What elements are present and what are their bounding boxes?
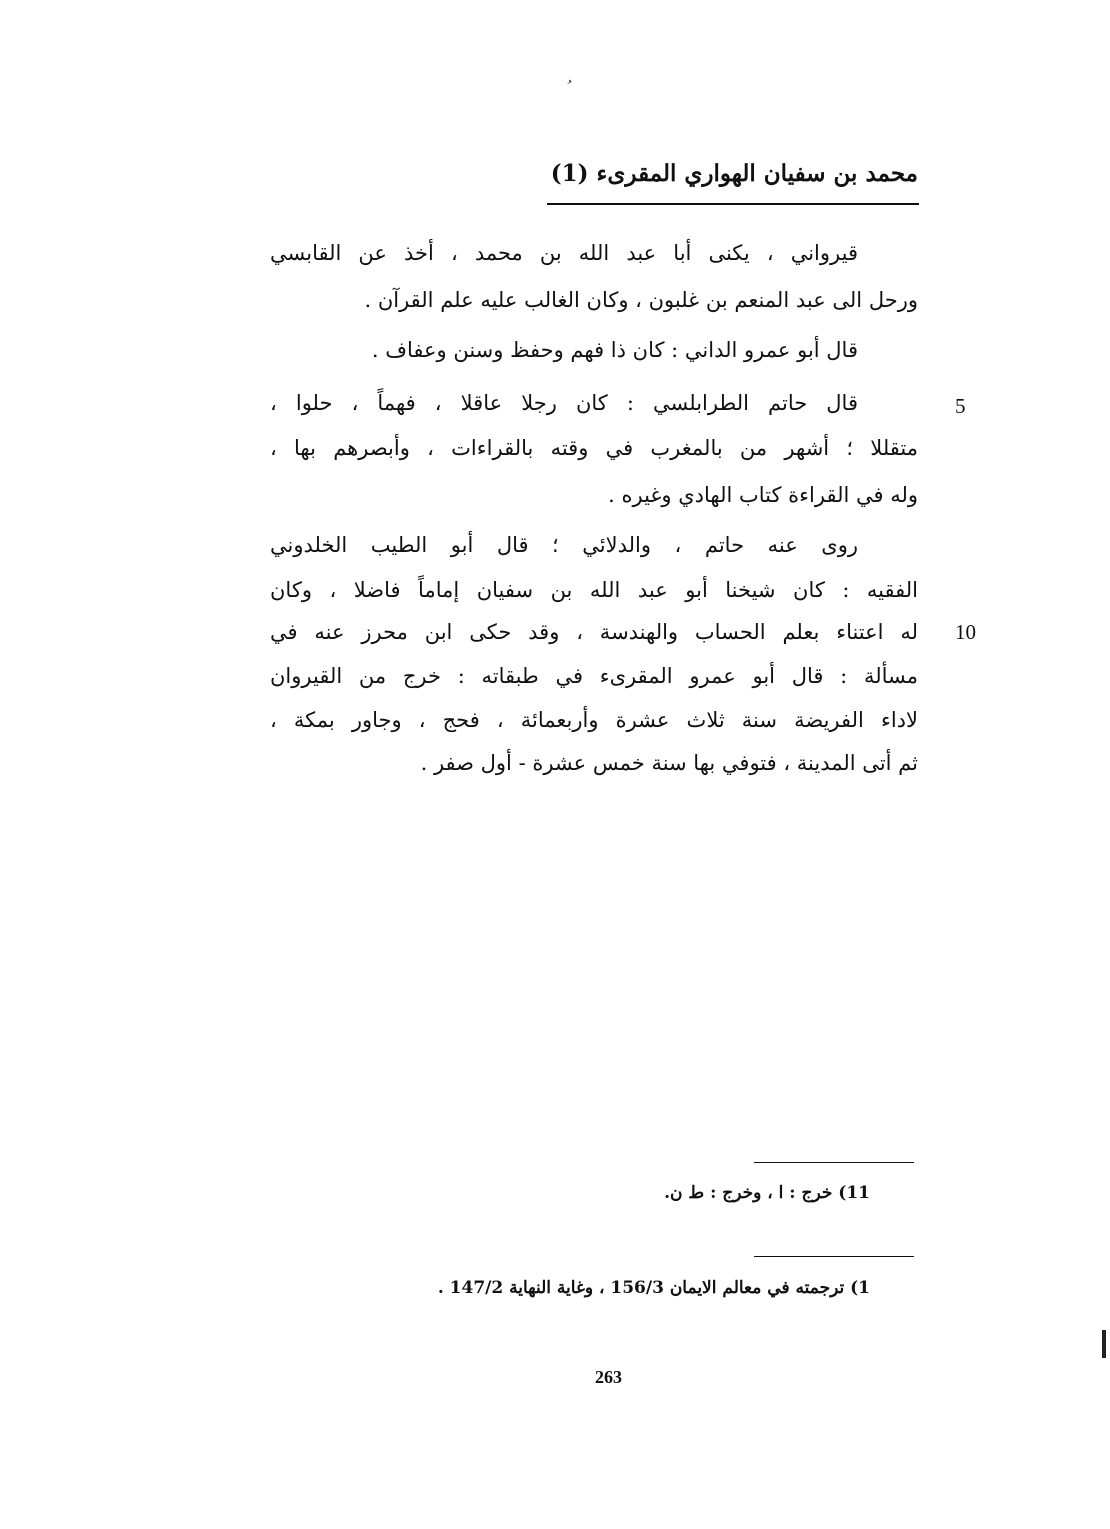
body-line: وله في القراءة كتاب الهادي وغيره . [608, 483, 918, 507]
body-line: له اعتناء بعلم الحساب والهندسة ، وقد حكى ابن محرز عنه في [270, 620, 918, 644]
footnote-rule [754, 1256, 914, 1257]
line-number: 5 [955, 394, 966, 418]
body-line: قيرواني ، يكنى أبا عبد الله بن محمد ، أخذ عن القابسي [270, 241, 858, 265]
body-line: متقللا ؛ أشهر من بالمغرب في وقته بالقراءات ، وأبصرهم بها ، [270, 436, 918, 460]
footnote: 1) ترجمته في معالم الايمان 156/3 ، وغاية النهاية 147/2 . [437, 1278, 870, 1298]
body-line: ثم أتى المدينة ، فتوفي بها سنة خمس عشرة - أول صفر . [420, 751, 918, 775]
body-line: ورحل الى عبد المنعم بن غلبون ، وكان الغالب عليه علم القرآن . [364, 288, 918, 312]
line-number: 10 [955, 620, 976, 644]
footnote-rule [754, 1162, 914, 1163]
body-line: روى عنه حاتم ، والدلائي ؛ قال أبو الطيب الخلدوني [270, 533, 858, 557]
entry-title: محمد بن سفيان الهواري المقرىء (1) [550, 160, 918, 187]
scan-edge-mark [1102, 1330, 1106, 1358]
body-line: مسألة : قال أبو عمرو المقرىء في طبقاته : خرج من القيروان [270, 664, 918, 688]
body-line: لاداء الفريضة سنة ثلاث عشرة وأربعمائة ، فحج ، وجاور بمكة ، [270, 708, 918, 732]
footnote: 11) خرج : ا ، وخرج : ط ن. [664, 1183, 870, 1203]
body-line: الفقيه : كان شيخنا أبو عبد الله بن سفيان إماماً فاضلا ، وكان [270, 578, 918, 602]
body-line: قال حاتم الطرابلسي : كان رجلا عاقلا ، فهماً ، حلوا ، [270, 391, 858, 415]
body-line: قال أبو عمرو الداني : كان ذا فهم وحفظ وسنن وعفاف . [371, 338, 858, 362]
title-underline [547, 203, 919, 205]
page-number: 263 [595, 1367, 622, 1387]
